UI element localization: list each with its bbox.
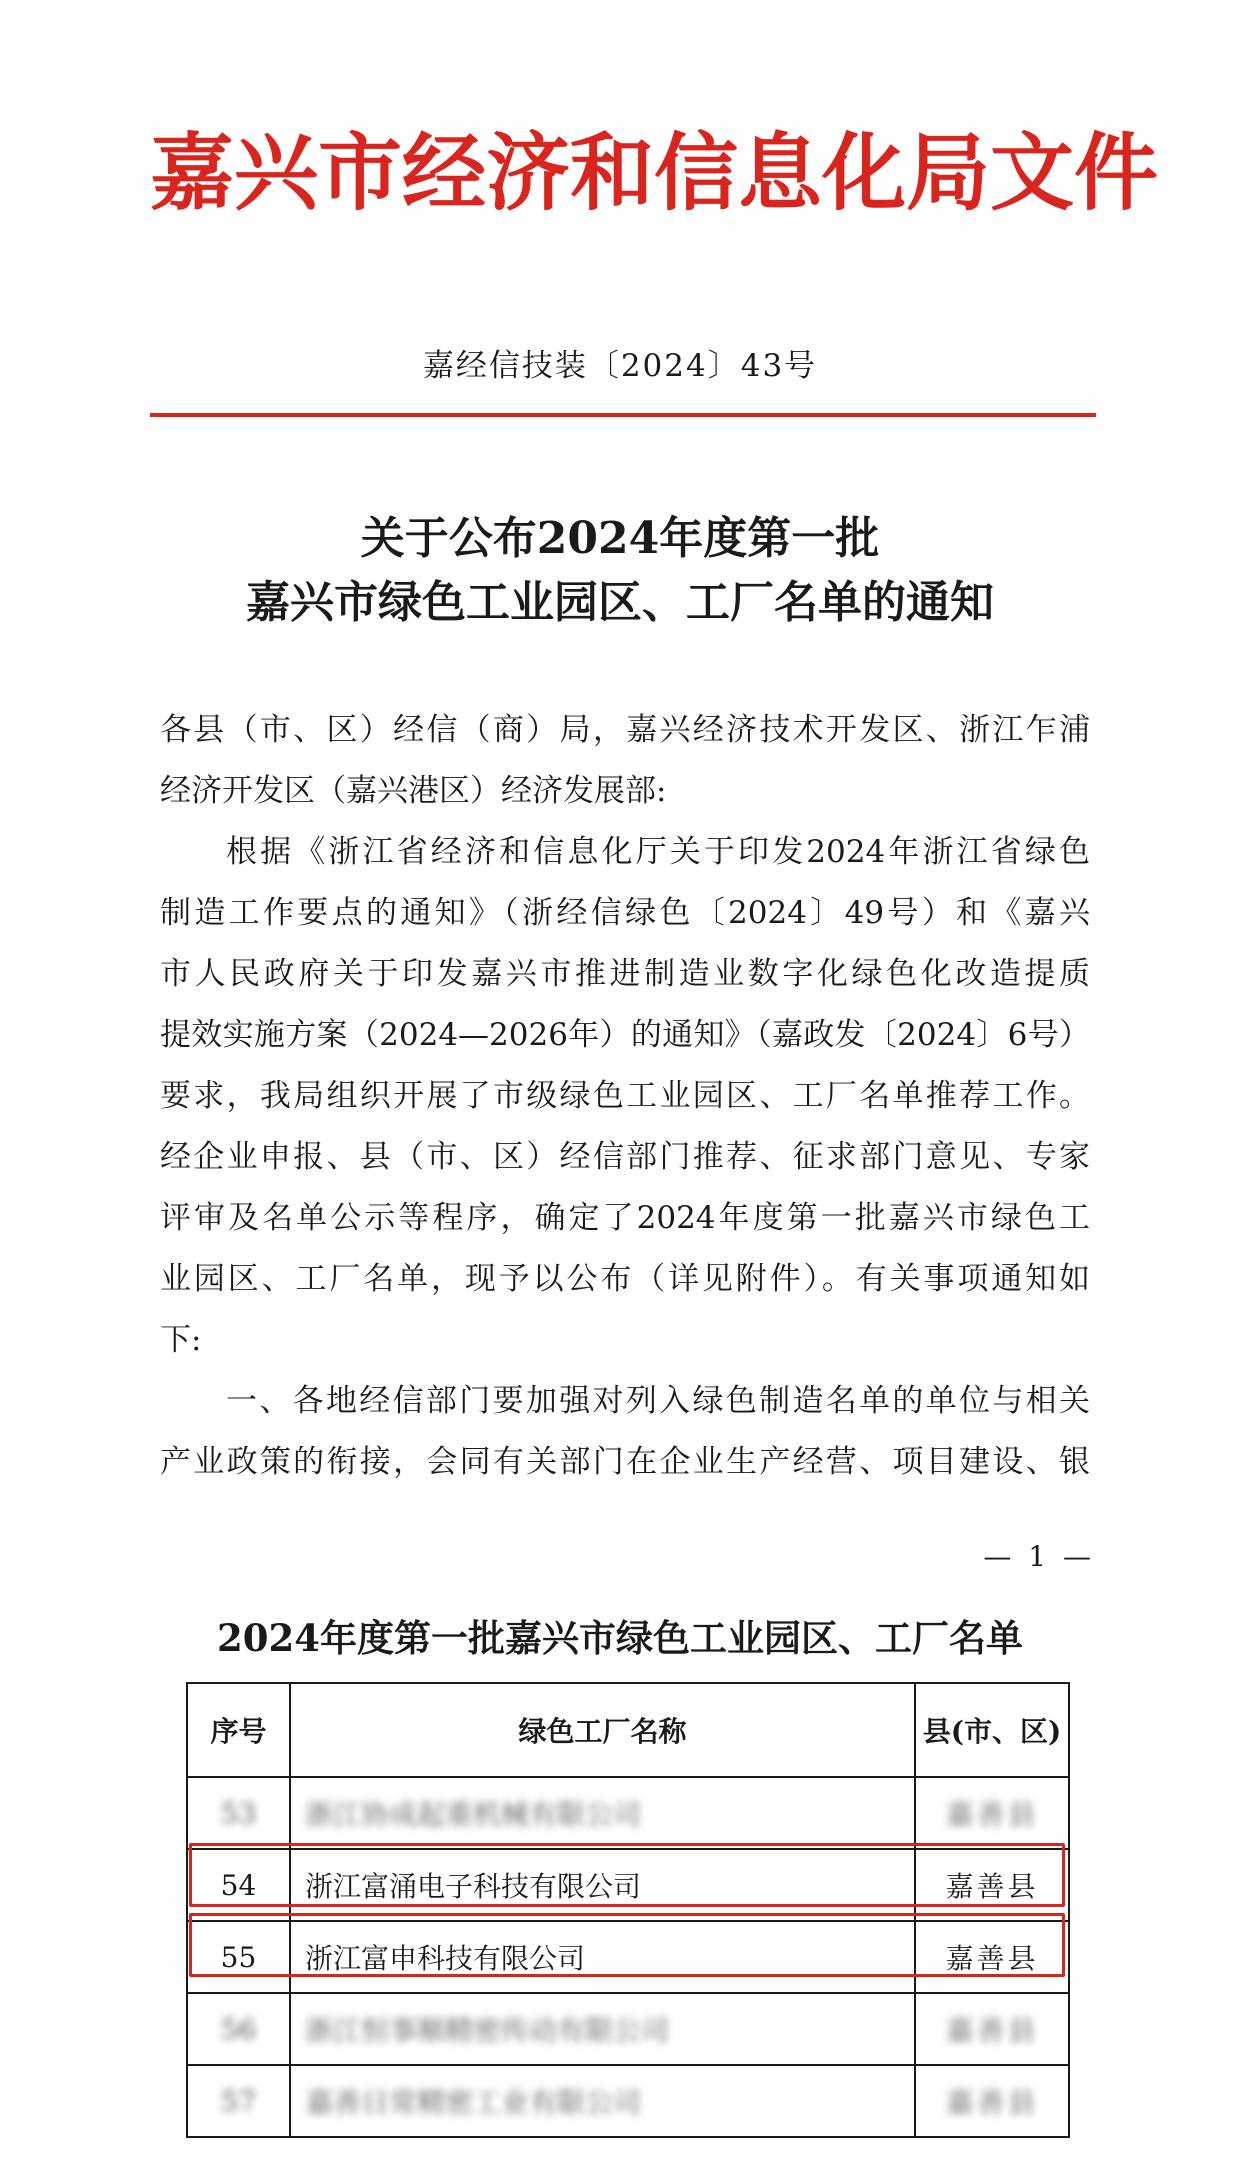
table-row <box>187 1993 1069 2065</box>
header-county: 县(市、区) <box>915 1683 1069 1777</box>
header-serial: 序号 <box>187 1683 290 1777</box>
body-line: 一、各地经信部门要加强对列入绿色制造名单的单位与相关 <box>226 1383 1090 1419</box>
body-line: 业园区、工厂名单，现予以公布（详见附件）。有关事项通知如 <box>160 1261 1090 1297</box>
green-factory-table <box>186 1682 1070 2138</box>
row-serial: 53 <box>220 1796 257 1830</box>
row-county: 嘉善县 <box>945 1942 1039 1975</box>
row-serial: 57 <box>220 2084 257 2118</box>
body-line: 经济开发区（嘉兴港区）经济发展部: <box>160 773 667 809</box>
row-factory-name: 浙江协成起重机械有限公司 <box>305 1798 642 1831</box>
body-line: 制造工作要点的通知》（浙经信绿色〔2024〕49号）和《嘉兴 <box>160 895 1090 931</box>
row-serial: 55 <box>220 1940 257 1974</box>
header-factory-name: 绿色工厂名称 <box>290 1683 915 1777</box>
table-header-row <box>187 1683 1069 1777</box>
red-divider <box>150 413 1096 417</box>
row-factory-name: 浙江富申科技有限公司 <box>305 1942 586 1975</box>
row-factory-name: 浙江恒事顺精密传动有限公司 <box>305 2014 670 2047</box>
row-serial: 56 <box>220 2012 257 2046</box>
table-row <box>187 1777 1069 1849</box>
page-number: — 1 — <box>983 1540 1095 1573</box>
table-row <box>187 1921 1069 1993</box>
body-line: 各县（市、区）经信（商）局，嘉兴经济技术开发区、浙江乍浦 <box>160 712 1090 748</box>
row-county: 嘉善县 <box>945 2086 1039 2119</box>
document-number: 嘉经信技装〔2024〕43号 <box>422 348 818 384</box>
body-line: 要求，我局组织开展了市级绿色工业园区、工厂名单推荐工作。 <box>160 1078 1090 1114</box>
row-factory-name: 嘉善日常精密工业有限公司 <box>305 2086 642 2119</box>
body-line: 产业政策的衔接，会同有关部门在企业生产经营、项目建设、银 <box>160 1444 1090 1480</box>
body-line: 根据《浙江省经济和信息化厅关于印发2024年浙江省绿色 <box>226 834 1090 870</box>
table-row <box>187 2065 1069 2137</box>
notice-title-line1: 关于公布2024年度第一批 <box>360 513 880 564</box>
body-line: 提效实施方案（2024—2026年）的通知》（嘉政发〔2024〕6号） <box>160 1017 1090 1053</box>
document-header-title: 嘉兴市经济和信息化局文件 <box>150 123 1159 222</box>
notice-title-line2: 嘉兴市绿色工业园区、工厂名单的通知 <box>246 577 994 628</box>
body-line: 经企业申报、县（市、区）经信部门推荐、征求部门意见、专家 <box>160 1139 1090 1175</box>
row-county: 嘉善县 <box>945 1870 1039 1903</box>
notice-body <box>160 700 1090 1493</box>
row-factory-name: 浙江富涌电子科技有限公司 <box>305 1870 642 1903</box>
row-serial: 54 <box>220 1868 257 1902</box>
body-line: 市人民政府关于印发嘉兴市推进制造业数字化绿色化改造提质 <box>160 956 1090 992</box>
body-line: 下: <box>160 1322 202 1358</box>
table-row <box>187 1849 1069 1921</box>
row-county: 嘉善县 <box>945 2014 1039 2047</box>
list-title: 2024年度第一批嘉兴市绿色工业园区、工厂名单 <box>217 1616 1023 1660</box>
row-county: 嘉善县 <box>945 1798 1039 1831</box>
body-line: 评审及名单公示等程序，确定了2024年度第一批嘉兴市绿色工 <box>160 1200 1090 1236</box>
